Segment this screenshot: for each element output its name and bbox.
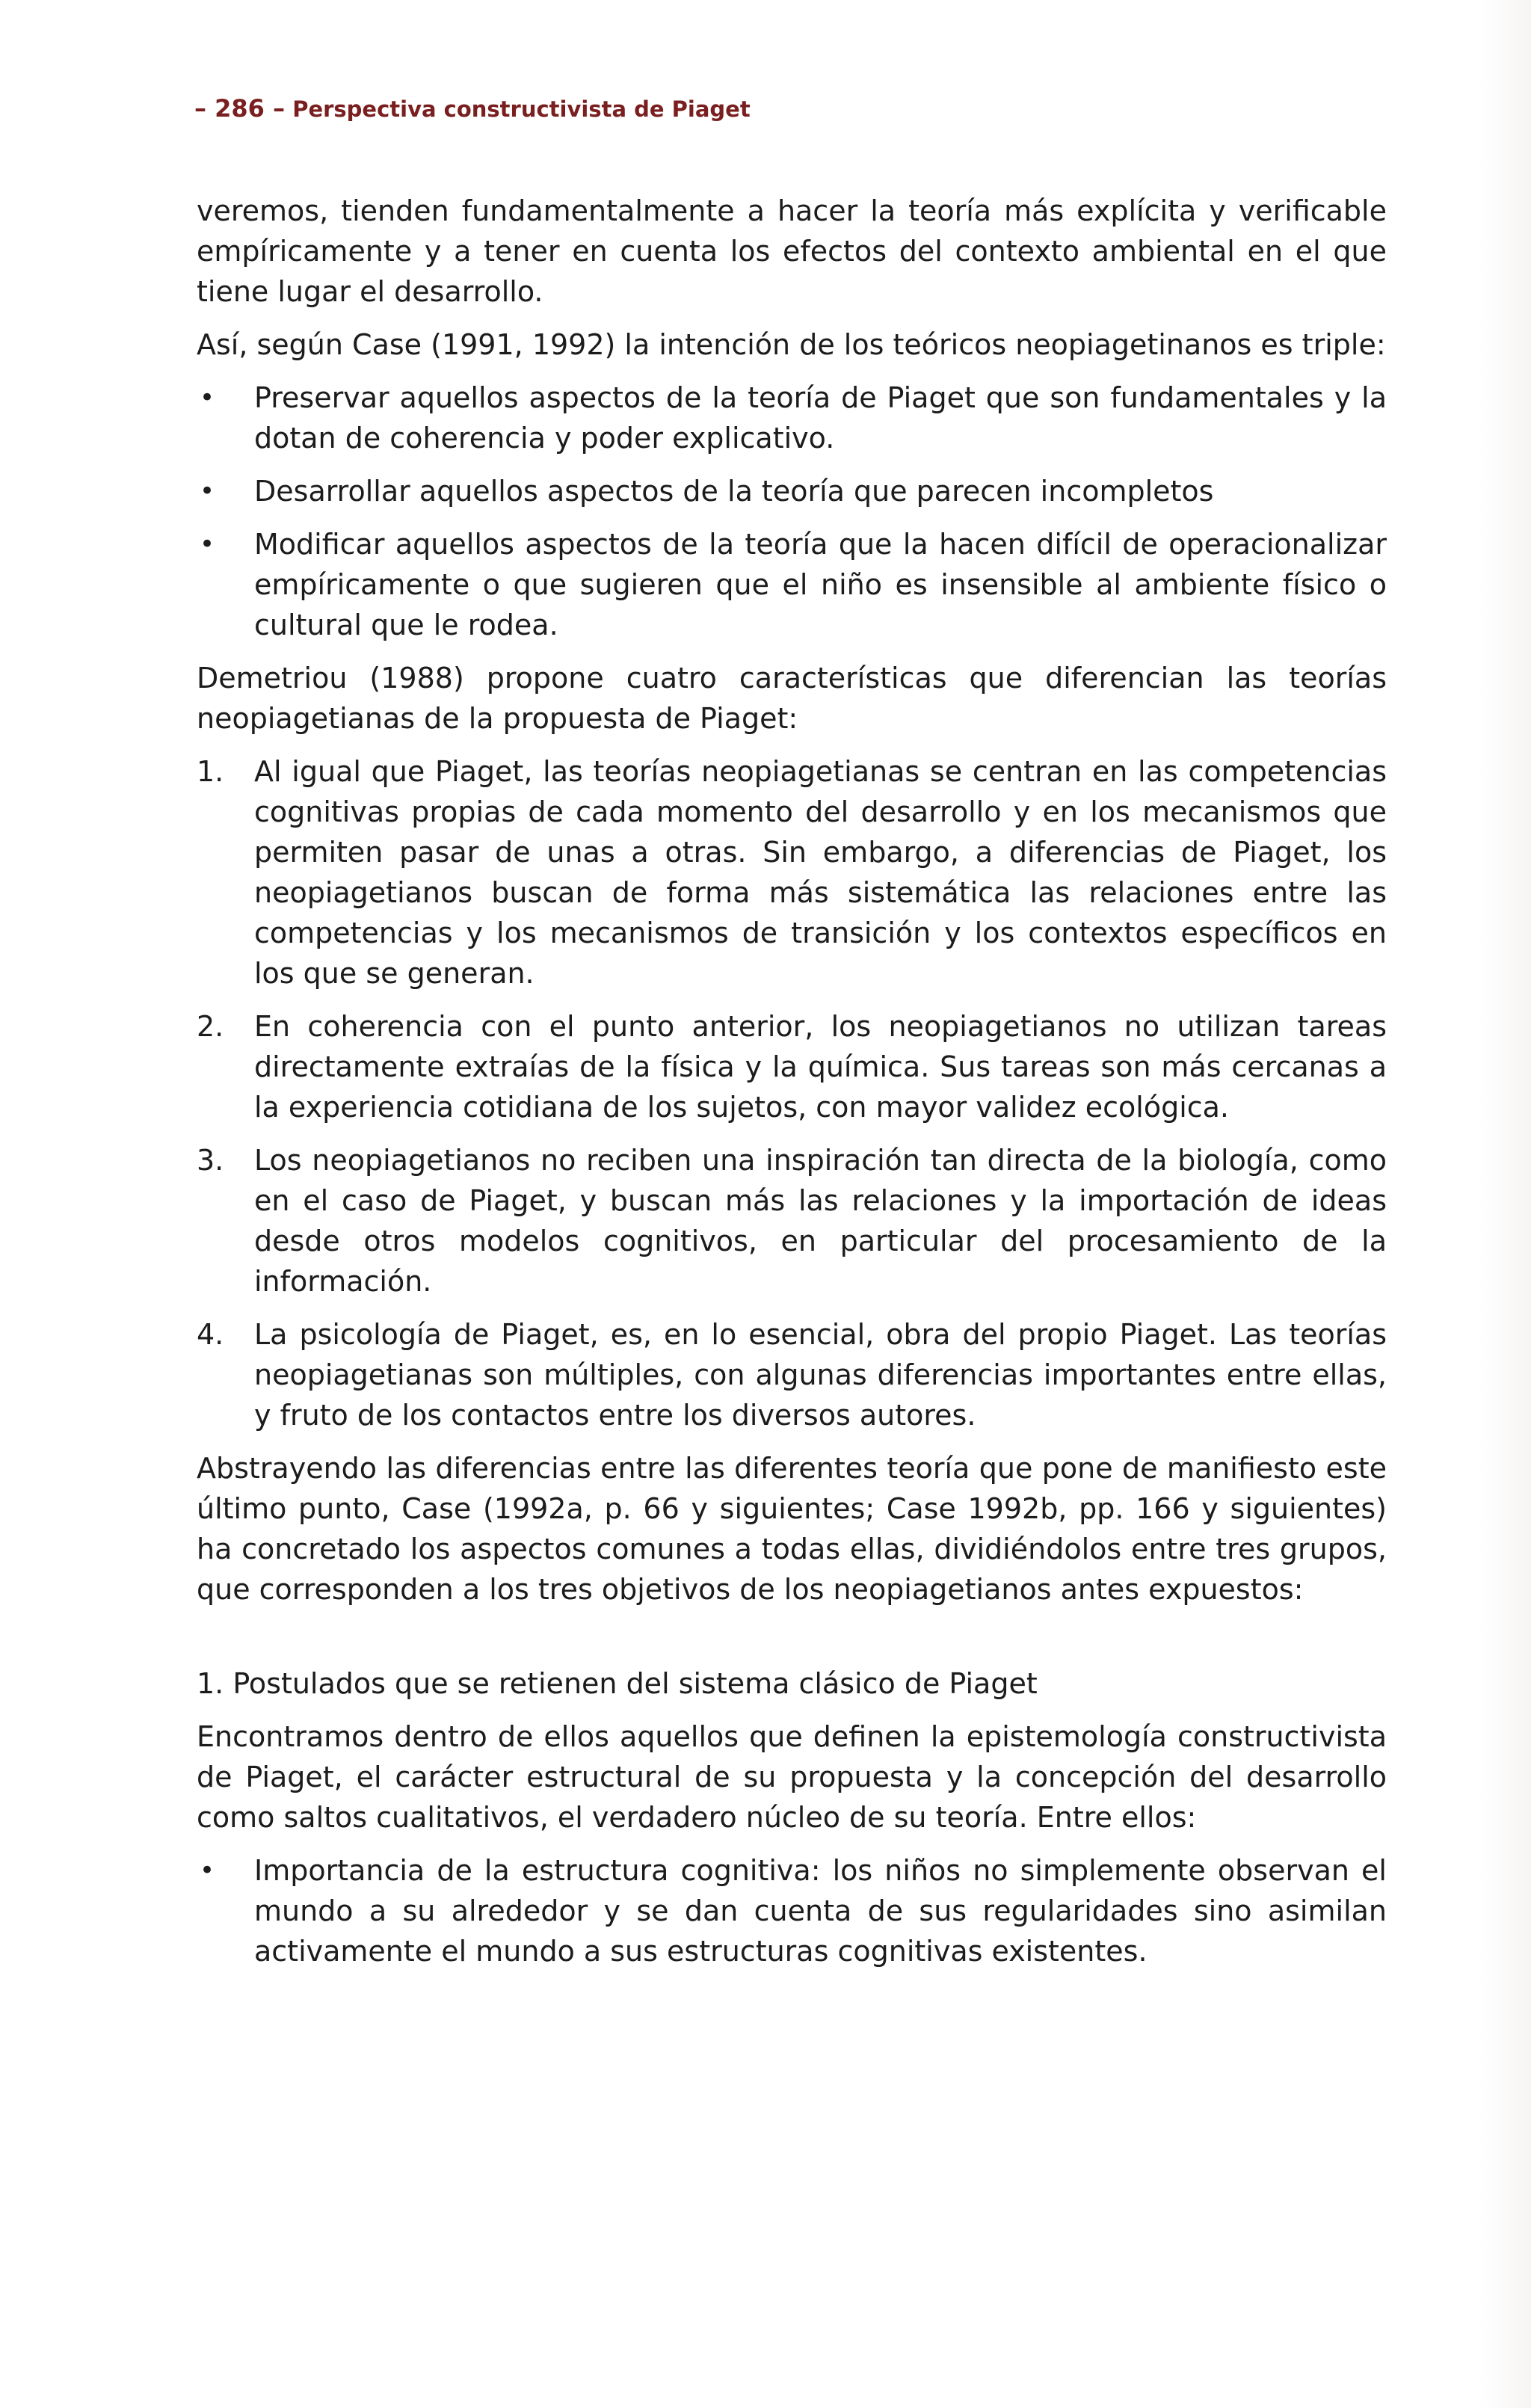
list-number: 4. [197, 1318, 224, 1351]
list-item-text: Preservar aquellos aspectos de la teoría de Piaget que son fundamentales y la dotan de coherencia y poder explicativo. [254, 381, 1387, 455]
list-number: 2. [197, 1010, 224, 1043]
list-item [197, 378, 1387, 458]
list-item-text: En coherencia con el punto anterior, los neopiagetianos no utilizan tareas directamente extraías de la física y la química. Sus tareas son más cercanas a la experiencia cotidiana de los sujetos, con mayor validez ecológica. [254, 1010, 1387, 1124]
page-body [197, 191, 1387, 1984]
list-item-text: Los neopiagetianos no reciben una inspiración tan directa de la biología, como en el caso de Piaget, y buscan más las relaciones y la importación de ideas desde otros modelos cognitivos, en particular del procesamiento de la información. [254, 1144, 1387, 1298]
paragraph-continuation: veremos, tienden fundamentalmente a hacer la teoría más explícita y verificable empíricamente y a tener en cuenta los efectos del contexto ambiental en el que tiene lugar el desarrollo. [197, 194, 1387, 308]
bullet-marker: • [200, 383, 215, 413]
list-item [197, 1140, 1387, 1302]
list-item [197, 751, 1387, 994]
list-item-text: Importancia de la estructura cognitiva: los niños no simplemente observan el mundo a su alrededor y se dan cuenta de sus regularidades sino asimilan activamente el mundo a sus estructuras cognitivas existentes. [254, 1854, 1387, 1968]
list-item-text: Desarrollar aquellos aspectos de la teoría que parecen incompletos [254, 475, 1214, 508]
running-title: Perspectiva constructivista de Piaget [292, 96, 751, 122]
paragraph-case-intentions: Así, según Case (1991, 1992) la intención de los teóricos neopiagetinanos es triple: [197, 328, 1386, 361]
list-item [197, 524, 1387, 645]
postulates-bullet-list [197, 1850, 1387, 1971]
list-item-text: La psicología de Piaget, es, en lo esencial, obra del propio Piaget. Las teorías neopiagetianas son múltiples, con algunas diferencias importantes entre ellas, y fruto de los contactos entre los diversos autores. [254, 1318, 1387, 1432]
page-number: – 286 – [194, 94, 286, 123]
list-number: 1. [197, 755, 224, 788]
bullet-marker: • [200, 476, 215, 506]
aims-bullet-list [197, 378, 1387, 645]
page-edge-shadow [1479, 0, 1531, 2408]
paragraph-demetriou: Demetriou (1988) propone cuatro características que diferencian las teorías neopiagetianas de la propuesta de Piaget: [197, 662, 1387, 735]
paragraph-abstracting: Abstrayendo las diferencias entre las diferentes teoría que pone de manifiesto este último punto, Case (1992a, p. 66 y siguientes; Case 1992b, pp. 166 y siguientes) ha concretado los aspectos comunes a todas ellas, dividiéndolos entre tres grupos, que corresponden a los tres objetivos de los neopiagetianos antes expuestos: [197, 1452, 1387, 1606]
bullet-marker: • [200, 1856, 215, 1885]
features-numbered-list [197, 751, 1387, 1435]
list-item-text: Modificar aquellos aspectos de la teoría que la hacen difícil de operacionalizar empíricamente o que sugieren que el niño es insensible al ambiente físico o cultural que le rodea. [254, 528, 1387, 641]
list-item [197, 471, 1387, 511]
section-subheading: 1. Postulados que se retienen del sistema clásico de Piaget [197, 1667, 1038, 1700]
list-number: 3. [197, 1144, 224, 1177]
running-header [194, 94, 751, 123]
list-item-text: Al igual que Piaget, las teorías neopiagetianas se centran en las competencias cognitivas propias de cada momento del desarrollo y en los mecanismos que permiten pasar de unas a otras. Sin embargo, a diferencias de Piaget, los neopiagetianos buscan de forma más sistemática las relaciones entre las competencias y los mecanismos de transición y los contextos específicos en los que se generan. [254, 755, 1387, 990]
paragraph-postulates-intro: Encontramos dentro de ellos aquellos que definen la epistemología constructivista de Piaget, el carácter estructural de su propuesta y la concepción del desarrollo como saltos cualitativos, el verdadero núcleo de su teoría. Entre ellos: [197, 1720, 1387, 1834]
list-item [197, 1006, 1387, 1127]
list-item [197, 1850, 1387, 1971]
list-item [197, 1314, 1387, 1435]
bullet-marker: • [200, 529, 215, 559]
